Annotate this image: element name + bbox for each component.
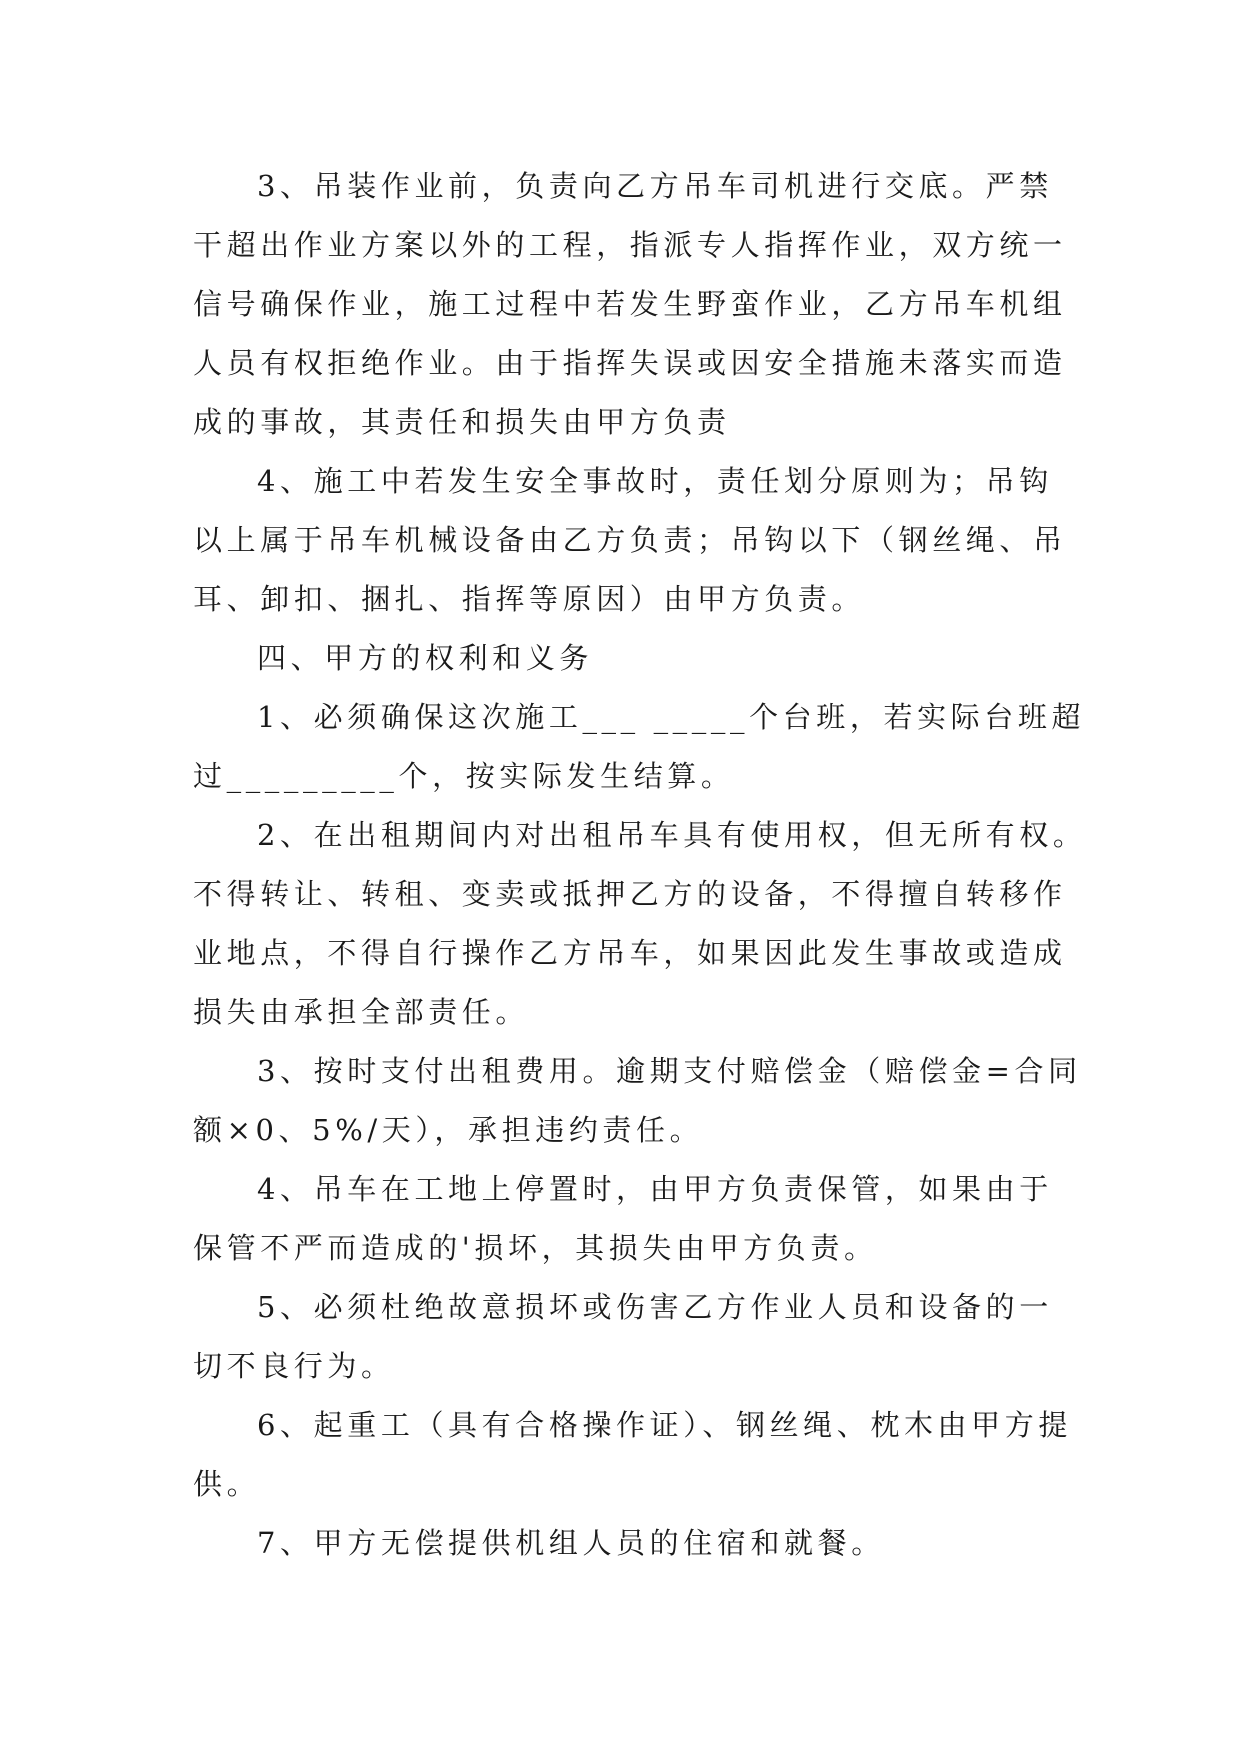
text-line: 3、按时支付出租费用。逾期支付赔偿金（赔偿金=合同 xyxy=(257,1054,1082,1088)
clause-6-supplies xyxy=(193,1396,1072,1514)
text-line: 保管不严而造成的'损坏，其损失由甲方负责。 xyxy=(193,1231,878,1265)
clause-4-accident-responsibility xyxy=(193,452,1067,629)
clause-7-lodging xyxy=(193,1514,1053,1573)
clause-2-usage-rights xyxy=(193,806,1087,1042)
text-line: 过_________个，按实际发生结算。 xyxy=(193,759,735,793)
text-line: 不得转让、转租、变卖或抵押乙方的设备，不得擅自转移作 xyxy=(193,877,1067,911)
text-line: 耳、卸扣、捆扎、指挥等原因）由甲方负责。 xyxy=(193,582,866,616)
text-line: 2、在出租期间内对出租吊车具有使用权，但无所有权。 xyxy=(257,818,1087,852)
text-line: 3、吊装作业前，负责向乙方吊车司机进行交底。严禁 xyxy=(257,169,1053,203)
section-heading-text: 四、甲方的权利和义务 xyxy=(257,641,594,675)
section-heading-party-a-rights xyxy=(193,629,1053,688)
text-line: 1、必须确保这次施工___ _____个台班，若实际台班超 xyxy=(257,700,1086,734)
document-body xyxy=(193,157,1087,1573)
text-line: 供。 xyxy=(193,1467,261,1501)
text-line: 业地点，不得自行操作乙方吊车，如果因此发生事故或造成 xyxy=(193,936,1067,970)
text-line: 切不良行为。 xyxy=(193,1349,395,1383)
clause-1-shift-guarantee xyxy=(193,688,1086,806)
text-line: 人员有权拒绝作业。由于指挥失误或因安全措施未落实而造 xyxy=(193,346,1067,380)
text-line: 干超出作业方案以外的工程，指派专人指挥作业，双方统一 xyxy=(193,228,1067,262)
text-line: 6、起重工（具有合格操作证）、钢丝绳、枕木由甲方提 xyxy=(257,1408,1072,1442)
text-line: 信号确保作业，施工过程中若发生野蛮作业，乙方吊车机组 xyxy=(193,287,1067,321)
clause-4-storage xyxy=(193,1160,1053,1278)
text-line: 4、吊车在工地上停置时，由甲方负责保管，如果由于 xyxy=(257,1172,1053,1206)
clause-3-payment xyxy=(193,1042,1082,1160)
text-line: 损失由承担全部责任。 xyxy=(193,995,530,1029)
clause-3-hoisting-briefing xyxy=(193,157,1067,452)
clause-5-conduct xyxy=(193,1278,1053,1396)
text-line: 以上属于吊车机械设备由乙方负责；吊钩以下（钢丝绳、吊 xyxy=(193,523,1067,557)
text-line: 4、施工中若发生安全事故时，责任划分原则为；吊钩 xyxy=(257,464,1053,498)
text-line: 7、甲方无偿提供机组人员的住宿和就餐。 xyxy=(257,1526,885,1560)
text-line: 额×0、5%/天），承担违约责任。 xyxy=(193,1113,704,1147)
text-line: 成的事故，其责任和损失由甲方负责 xyxy=(193,405,731,439)
text-line: 5、必须杜绝故意损坏或伤害乙方作业人员和设备的一 xyxy=(257,1290,1053,1324)
